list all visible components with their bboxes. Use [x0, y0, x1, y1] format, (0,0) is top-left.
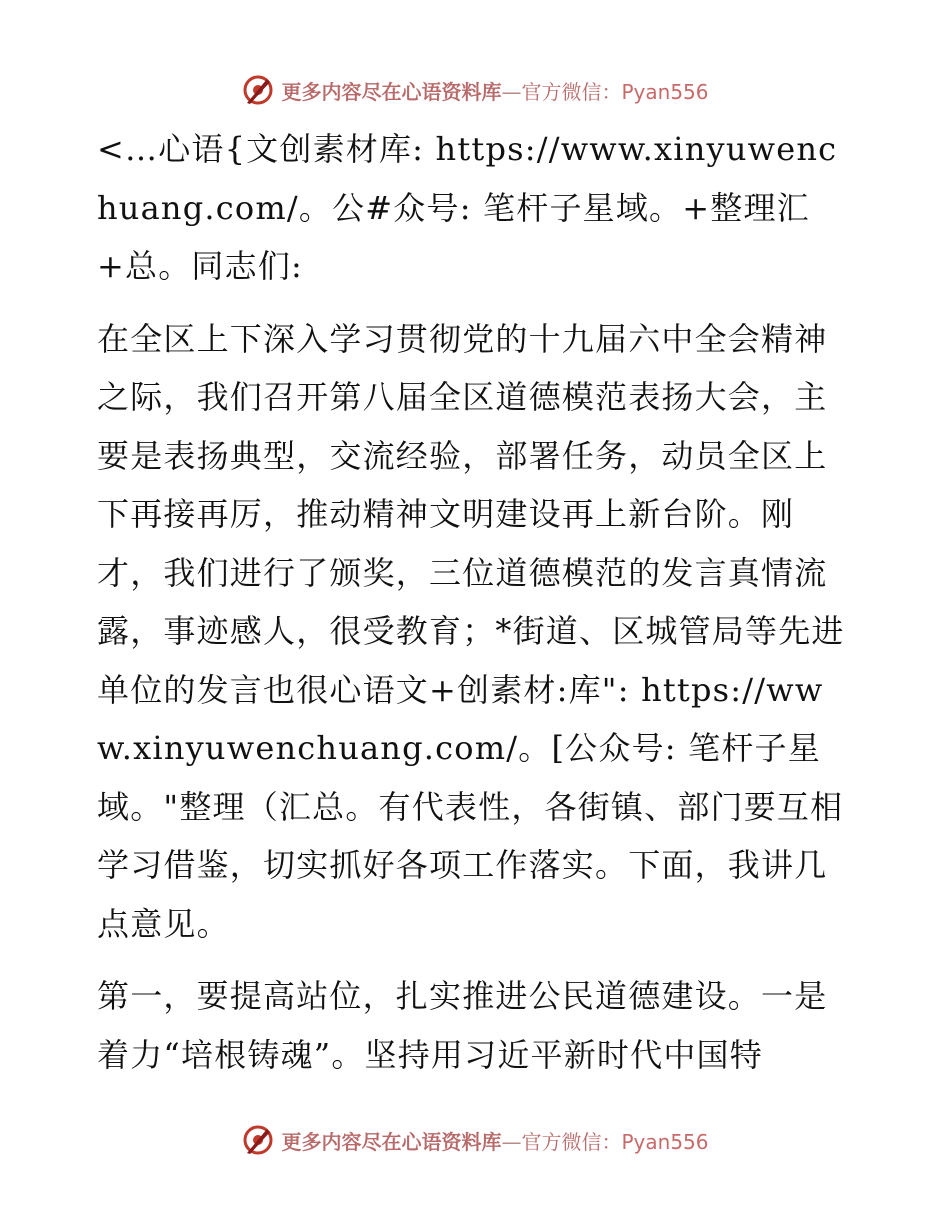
header-watermark-id: Pyan556 — [621, 79, 709, 104]
paragraph-intro: <…心语{文创素材库: https://www.xinyuwenchuang.com/。公#众号: 笔杆子星域。+整理汇+总。同志们: — [97, 130, 838, 285]
header-watermark-text — [281, 76, 708, 105]
footer-watermark-separator: — — [501, 1129, 522, 1154]
document-body — [97, 120, 857, 1084]
quill-logo-icon — [241, 1123, 275, 1157]
quill-logo-icon — [241, 73, 275, 107]
footer-watermark-main: 更多内容尽在心语资料库 — [281, 1129, 502, 1154]
header-watermark-separator: — — [501, 79, 522, 104]
header-watermark-main: 更多内容尽在心语资料库 — [281, 79, 502, 104]
header-watermark-sub: 官方微信： — [521, 79, 622, 104]
footer-watermark-banner — [0, 1120, 950, 1160]
footer-watermark-sub: 官方微信： — [521, 1129, 622, 1154]
header-watermark-banner — [0, 70, 950, 110]
paragraph-first-point: 第一，要提高站位，扎实推进公民道德建设。一是着力“培根铸魂”。坚持用习近平新时代中国特 — [97, 977, 828, 1074]
footer-watermark-text — [281, 1126, 708, 1155]
paragraph-main: 在全区上下深入学习贯彻党的十九届六中全会精神之际，我们召开第八届全区道德模范表扬大会，主要是表扬典型，交流经验，部署任务，动员全区上下再接再厉，推动精神文明建设再上新台阶。刚才，我们进行了颁奖，三位道德模范的发言真情流露，事迹感人，很受教育；*街道、区城管局等先进单位的发言也很心语文+创素材:库": https://www.xinyuwenchuang.com/。[公众号: 笔杆子星域。"整理（汇总。有代表性，各街镇、部门要互相学习借鉴，切实抓好各项工作落实。下面，我讲几点意见。 — [97, 319, 845, 943]
footer-watermark-id: Pyan556 — [621, 1129, 709, 1154]
